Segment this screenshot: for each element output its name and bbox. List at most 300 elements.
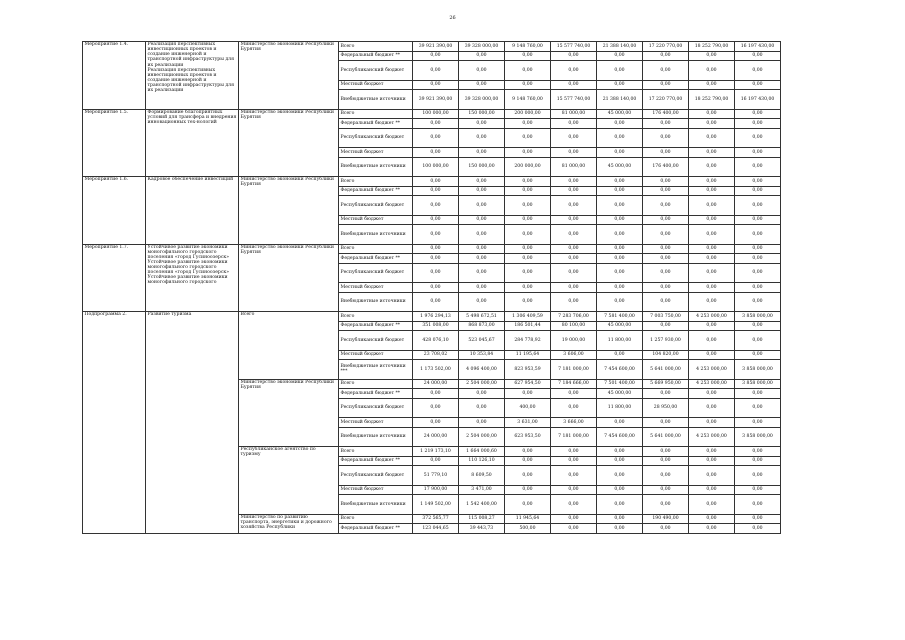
- amount-cell: 39 443,73: [459, 524, 505, 534]
- amount-cell: 110 126,10: [459, 456, 505, 466]
- amount-cell: 0,00: [689, 283, 735, 293]
- amount-cell: 0,00: [505, 495, 551, 515]
- amount-cell: 0,00: [643, 177, 689, 187]
- amount-cell: 0,00: [735, 109, 781, 119]
- amount-cell: 0,00: [689, 196, 735, 216]
- amount-cell: 0,00: [505, 177, 551, 187]
- funding-source-cell: Местный бюджет: [339, 485, 413, 495]
- amount-cell: 11 800,00: [597, 398, 643, 418]
- amount-cell: 1 976 294,13: [413, 312, 459, 322]
- funding-source-cell: Республиканский бюджет: [339, 398, 413, 418]
- amount-cell: 45 000,00: [597, 321, 643, 331]
- amount-cell: 0,00: [459, 119, 505, 129]
- amount-cell: 0,00: [413, 244, 459, 254]
- amount-cell: 0,00: [597, 215, 643, 225]
- amount-cell: 3 858 000,00: [735, 360, 781, 380]
- amount-cell: 10 353,84: [459, 350, 505, 360]
- amount-cell: 17 900,00: [413, 485, 459, 495]
- amount-cell: 28 950,00: [643, 398, 689, 418]
- amount-cell: 0,00: [459, 263, 505, 283]
- amount-cell: 0,00: [505, 485, 551, 495]
- event-cell: Мероприятие 1.6.: [83, 177, 146, 245]
- amount-cell: 0,00: [551, 215, 597, 225]
- event-name-cell: Формирование благоприятных условий для трансфера и внедрения инновационных тех-нологий: [146, 109, 239, 177]
- amount-cell: 0,00: [643, 51, 689, 61]
- amount-cell: 0,00: [643, 61, 689, 81]
- funding-source-cell: Республиканский бюджет: [339, 128, 413, 148]
- amount-cell: 0,00: [459, 177, 505, 187]
- amount-cell: 0,00: [689, 331, 735, 351]
- funding-source-cell: Федеральный бюджет **: [339, 321, 413, 331]
- amount-cell: 0,00: [459, 389, 505, 399]
- amount-cell: 104 820,00: [643, 350, 689, 360]
- amount-cell: 0,00: [505, 254, 551, 264]
- funding-source-cell: Местный бюджет: [339, 80, 413, 90]
- amount-cell: 0,00: [597, 466, 643, 486]
- amount-cell: 0,00: [689, 80, 735, 90]
- amount-cell: 1 257 930,00: [643, 331, 689, 351]
- amount-cell: 200 000,00: [505, 157, 551, 177]
- executor-cell: Министерство экономики Республики Бурятия: [239, 244, 339, 312]
- amount-cell: 0,00: [459, 244, 505, 254]
- amount-cell: 0,00: [643, 418, 689, 428]
- amount-cell: 500,00: [505, 524, 551, 534]
- amount-cell: 0,00: [689, 350, 735, 360]
- amount-cell: 17 220 770,00: [643, 42, 689, 52]
- amount-cell: 9 148 760,00: [505, 42, 551, 52]
- amount-cell: 23 708,02: [413, 350, 459, 360]
- amount-cell: 0,00: [597, 196, 643, 216]
- amount-cell: 0,00: [597, 263, 643, 283]
- amount-cell: 0,00: [413, 254, 459, 264]
- amount-cell: 2 504 000,00: [459, 379, 505, 389]
- amount-cell: 868 873,00: [459, 321, 505, 331]
- amount-cell: 0,00: [643, 186, 689, 196]
- amount-cell: 0,00: [413, 186, 459, 196]
- amount-cell: 9 148 760,00: [505, 90, 551, 110]
- amount-cell: 0,00: [735, 61, 781, 81]
- amount-cell: 7 283 706,00: [551, 312, 597, 322]
- amount-cell: 0,00: [413, 283, 459, 293]
- funding-source-cell: Внебюджетные источники: [339, 90, 413, 110]
- amount-cell: 0,00: [735, 244, 781, 254]
- funding-source-cell: Внебюджетные источники ***: [339, 360, 413, 380]
- funding-source-cell: Республиканский бюджет: [339, 331, 413, 351]
- amount-cell: 0,00: [597, 495, 643, 515]
- amount-cell: 18 252 790,00: [689, 90, 735, 110]
- amount-cell: 0,00: [597, 447, 643, 457]
- amount-cell: 0,00: [735, 456, 781, 466]
- amount-cell: 351 008,00: [413, 321, 459, 331]
- funding-source-cell: Федеральный бюджет **: [339, 524, 413, 534]
- amount-cell: 123 044,65: [413, 524, 459, 534]
- amount-cell: 0,00: [413, 119, 459, 129]
- amount-cell: 8 609,50: [459, 466, 505, 486]
- amount-cell: 0,00: [735, 263, 781, 283]
- amount-cell: 0,00: [643, 119, 689, 129]
- amount-cell: 81 000,00: [551, 109, 597, 119]
- event-name-cell: Кадровое обеспечение инвестиций: [146, 177, 239, 245]
- amount-cell: 0,00: [413, 225, 459, 245]
- amount-cell: 0,00: [459, 398, 505, 418]
- funding-source-cell: Местный бюджет: [339, 283, 413, 293]
- amount-cell: 4 253 000,00: [689, 360, 735, 380]
- amount-cell: 0,00: [459, 80, 505, 90]
- amount-cell: 7 581 400,00: [597, 312, 643, 322]
- funding-source-cell: Всего: [339, 379, 413, 389]
- amount-cell: 0,00: [459, 418, 505, 428]
- amount-cell: 0,00: [643, 215, 689, 225]
- amount-cell: 0,00: [597, 456, 643, 466]
- amount-cell: 0,00: [597, 254, 643, 264]
- amount-cell: 0,00: [597, 283, 643, 293]
- amount-cell: 200 000,00: [505, 109, 551, 119]
- funding-source-cell: Местный бюджет: [339, 418, 413, 428]
- funding-source-cell: Всего: [339, 514, 413, 524]
- amount-cell: 0,00: [643, 244, 689, 254]
- amount-cell: 0,00: [505, 148, 551, 158]
- amount-cell: 0,00: [505, 225, 551, 245]
- amount-cell: 0,00: [505, 447, 551, 457]
- amount-cell: 7 003 750,00: [643, 312, 689, 322]
- amount-cell: 39 921 390,00: [413, 90, 459, 110]
- amount-cell: 0,00: [597, 292, 643, 312]
- amount-cell: 0,00: [505, 283, 551, 293]
- funding-source-cell: Внебюджетные источники: [339, 225, 413, 245]
- amount-cell: 5 641 000,00: [643, 427, 689, 447]
- amount-cell: 0,00: [551, 148, 597, 158]
- amount-cell: 0,00: [689, 495, 735, 515]
- amount-cell: 0,00: [551, 225, 597, 245]
- funding-source-cell: Федеральный бюджет **: [339, 51, 413, 61]
- amount-cell: 0,00: [413, 196, 459, 216]
- amount-cell: 0,00: [689, 263, 735, 283]
- amount-cell: 0,00: [735, 485, 781, 495]
- amount-cell: 0,00: [689, 292, 735, 312]
- amount-cell: 0,00: [597, 51, 643, 61]
- amount-cell: 0,00: [551, 80, 597, 90]
- amount-cell: 0,00: [551, 128, 597, 148]
- funding-source-cell: Всего: [339, 177, 413, 187]
- amount-cell: 0,00: [643, 389, 689, 399]
- amount-cell: 7 501 400,00: [597, 379, 643, 389]
- amount-cell: 3 471,00: [459, 485, 505, 495]
- amount-cell: 523 045,67: [459, 331, 505, 351]
- amount-cell: 0,00: [689, 254, 735, 264]
- amount-cell: 0,00: [413, 263, 459, 283]
- amount-cell: 18 252 790,00: [689, 42, 735, 52]
- amount-cell: 0,00: [551, 398, 597, 418]
- amount-cell: 100 000,00: [413, 157, 459, 177]
- amount-cell: 0,00: [735, 398, 781, 418]
- amount-cell: 0,00: [735, 128, 781, 148]
- amount-cell: 0,00: [505, 80, 551, 90]
- amount-cell: 0,00: [689, 215, 735, 225]
- amount-cell: 1 219 173,10: [413, 447, 459, 457]
- amount-cell: 0,00: [505, 128, 551, 148]
- amount-cell: 0,00: [597, 244, 643, 254]
- amount-cell: 0,00: [413, 80, 459, 90]
- amount-cell: 0,00: [597, 485, 643, 495]
- amount-cell: 0,00: [551, 485, 597, 495]
- table-row: [83, 109, 781, 119]
- amount-cell: 0,00: [643, 254, 689, 264]
- amount-cell: 0,00: [735, 418, 781, 428]
- funding-source-cell: Республиканский бюджет: [339, 196, 413, 216]
- amount-cell: 0,00: [597, 350, 643, 360]
- amount-cell: 0,00: [413, 418, 459, 428]
- amount-cell: 0,00: [551, 466, 597, 486]
- funding-source-cell: Местный бюджет: [339, 148, 413, 158]
- amount-cell: 0,00: [735, 321, 781, 331]
- amount-cell: 4 253 000,00: [689, 312, 735, 322]
- amount-cell: 3 858 000,00: [735, 312, 781, 322]
- amount-cell: 2 504 000,00: [459, 427, 505, 447]
- amount-cell: 400,00: [505, 398, 551, 418]
- event-name-cell: Устойчивое развитие экономики моногофильного городского поселения «город Гусиноозерск» Устойчивое развитие экономики моногофильного городского поселения «город Гусиноозерск» Устойчивое развитие экономики моногофильного городского: [146, 244, 239, 312]
- amount-cell: 0,00: [643, 485, 689, 495]
- amount-cell: 7 454 600,00: [597, 360, 643, 380]
- amount-cell: 0,00: [689, 61, 735, 81]
- amount-cell: 0,00: [689, 514, 735, 524]
- amount-cell: 0,00: [505, 292, 551, 312]
- event-name-cell: Реализация перспективных инвестиционных проектов и создание инженерной и транспортной инфраструктуры для их реализации Реализация перспективных инвестиционных проектов и создание инженерной и транспортной инфраструктуры для их реализации: [146, 42, 239, 110]
- amount-cell: 0,00: [643, 196, 689, 216]
- funding-source-cell: Внебюджетные источники: [339, 292, 413, 312]
- amount-cell: 0,00: [735, 177, 781, 187]
- funding-source-cell: Внебюджетные источники: [339, 157, 413, 177]
- amount-cell: 0,00: [551, 61, 597, 81]
- event-name-cell: Развитие туризма: [146, 312, 239, 534]
- amount-cell: 372 565,77: [413, 514, 459, 524]
- amount-cell: 0,00: [689, 321, 735, 331]
- amount-cell: 3 858 000,00: [735, 379, 781, 389]
- amount-cell: 0,00: [689, 389, 735, 399]
- amount-cell: 0,00: [735, 524, 781, 534]
- amount-cell: 21 388 140,00: [597, 42, 643, 52]
- amount-cell: 0,00: [735, 514, 781, 524]
- amount-cell: 0,00: [643, 466, 689, 486]
- amount-cell: 0,00: [413, 61, 459, 81]
- amount-cell: 0,00: [551, 263, 597, 283]
- amount-cell: 0,00: [551, 495, 597, 515]
- amount-cell: 11 195,64: [505, 350, 551, 360]
- amount-cell: 45 000,00: [597, 109, 643, 119]
- executor-cell: Министерство экономики Республики Бурятия: [239, 109, 339, 177]
- executor-cell: Министерство экономики Республики Бурятия: [239, 177, 339, 245]
- amount-cell: 0,00: [551, 177, 597, 187]
- amount-cell: 0,00: [551, 186, 597, 196]
- amount-cell: 0,00: [689, 398, 735, 418]
- amount-cell: 0,00: [643, 263, 689, 283]
- amount-cell: 15 577 740,00: [551, 90, 597, 110]
- amount-cell: 0,00: [735, 389, 781, 399]
- amount-cell: 3 666,00: [551, 418, 597, 428]
- amount-cell: 0,00: [643, 128, 689, 148]
- amount-cell: 16 197 430,00: [735, 90, 781, 110]
- amount-cell: 0,00: [505, 186, 551, 196]
- funding-source-cell: Республиканский бюджет: [339, 61, 413, 81]
- executor-cell: Министерство экономики Республики Бурятия: [239, 42, 339, 110]
- amount-cell: 0,00: [643, 321, 689, 331]
- amount-cell: 0,00: [689, 177, 735, 187]
- amount-cell: 17 220 770,00: [643, 90, 689, 110]
- amount-cell: 0,00: [505, 61, 551, 81]
- amount-cell: 0,00: [597, 186, 643, 196]
- amount-cell: 0,00: [597, 524, 643, 534]
- amount-cell: 428 076,10: [413, 331, 459, 351]
- funding-source-cell: Всего: [339, 447, 413, 457]
- funding-source-cell: Федеральный бюджет **: [339, 389, 413, 399]
- event-cell: Мероприятие 1.7.: [83, 244, 146, 312]
- amount-cell: 0,00: [551, 283, 597, 293]
- amount-cell: 11 800,00: [597, 331, 643, 351]
- amount-cell: 0,00: [551, 196, 597, 216]
- amount-cell: 0,00: [551, 254, 597, 264]
- amount-cell: 0,00: [505, 466, 551, 486]
- amount-cell: 0,00: [505, 389, 551, 399]
- amount-cell: 0,00: [413, 128, 459, 148]
- amount-cell: 0,00: [689, 51, 735, 61]
- amount-cell: 3 606,00: [551, 350, 597, 360]
- event-cell: Мероприятие 1.5.: [83, 109, 146, 177]
- amount-cell: 39 328 000,00: [459, 90, 505, 110]
- amount-cell: 0,00: [459, 148, 505, 158]
- amount-cell: 0,00: [413, 456, 459, 466]
- page-number: 26: [449, 15, 456, 21]
- amount-cell: 0,00: [459, 225, 505, 245]
- amount-cell: 284 778,92: [505, 331, 551, 351]
- amount-cell: 0,00: [505, 456, 551, 466]
- event-cell: Подпрограмма 2.: [83, 312, 146, 534]
- amount-cell: 0,00: [735, 215, 781, 225]
- amount-cell: 0,00: [689, 225, 735, 245]
- amount-cell: 80 100,00: [551, 321, 597, 331]
- amount-cell: 7 181 000,00: [551, 360, 597, 380]
- amount-cell: 0,00: [735, 80, 781, 90]
- amount-cell: 0,00: [597, 61, 643, 81]
- funding-source-cell: Внебюджетные источники: [339, 495, 413, 515]
- funding-source-cell: Федеральный бюджет **: [339, 119, 413, 129]
- amount-cell: 0,00: [413, 51, 459, 61]
- funding-source-cell: Федеральный бюджет **: [339, 254, 413, 264]
- amount-cell: 0,00: [597, 225, 643, 245]
- event-cell: Мероприятие 1.4.: [83, 42, 146, 110]
- amount-cell: 190 490,00: [643, 514, 689, 524]
- funding-source-cell: Всего: [339, 109, 413, 119]
- amount-cell: 0,00: [689, 456, 735, 466]
- amount-cell: 24 000,00: [413, 379, 459, 389]
- amount-cell: 0,00: [735, 350, 781, 360]
- amount-cell: 0,00: [689, 466, 735, 486]
- amount-cell: 0,00: [551, 524, 597, 534]
- amount-cell: 150 000,00: [459, 109, 505, 119]
- amount-cell: 0,00: [735, 283, 781, 293]
- amount-cell: 0,00: [597, 119, 643, 129]
- amount-cell: 0,00: [505, 119, 551, 129]
- amount-cell: 186 501,44: [505, 321, 551, 331]
- amount-cell: 0,00: [735, 254, 781, 264]
- amount-cell: 0,00: [735, 495, 781, 515]
- amount-cell: 24 000,00: [413, 427, 459, 447]
- amount-cell: 5 669 950,00: [643, 379, 689, 389]
- amount-cell: 100 000,00: [413, 109, 459, 119]
- executor-cell: Всего: [239, 312, 339, 380]
- amount-cell: 1 542 400,00: [459, 495, 505, 515]
- table-row: [83, 244, 781, 254]
- amount-cell: 0,00: [689, 244, 735, 254]
- amount-cell: 0,00: [413, 398, 459, 418]
- amount-cell: 0,00: [459, 283, 505, 293]
- amount-cell: 0,00: [459, 292, 505, 312]
- amount-cell: 81 000,00: [551, 157, 597, 177]
- amount-cell: 1 149 502,00: [413, 495, 459, 515]
- amount-cell: 7 454 600,00: [597, 427, 643, 447]
- amount-cell: 0,00: [689, 485, 735, 495]
- amount-cell: 3 858 000,00: [735, 427, 781, 447]
- amount-cell: 5 498 672,51: [459, 312, 505, 322]
- amount-cell: 5 641 000,00: [643, 360, 689, 380]
- amount-cell: 0,00: [551, 51, 597, 61]
- amount-cell: 0,00: [735, 51, 781, 61]
- amount-cell: 0,00: [505, 196, 551, 216]
- amount-cell: 0,00: [551, 389, 597, 399]
- amount-cell: 0,00: [643, 283, 689, 293]
- amount-cell: 45 000,00: [597, 157, 643, 177]
- funding-source-cell: Республиканский бюджет: [339, 263, 413, 283]
- amount-cell: 1 664 000,60: [459, 447, 505, 457]
- table-row: [83, 177, 781, 187]
- amount-cell: 11 945,64: [505, 514, 551, 524]
- amount-cell: 0,00: [459, 186, 505, 196]
- amount-cell: 0,00: [643, 148, 689, 158]
- amount-cell: 623 953,50: [505, 427, 551, 447]
- budget-table: [82, 41, 781, 534]
- amount-cell: 0,00: [689, 128, 735, 148]
- amount-cell: 0,00: [505, 263, 551, 283]
- amount-cell: 0,00: [597, 80, 643, 90]
- amount-cell: 0,00: [551, 456, 597, 466]
- table-row: [83, 42, 781, 52]
- amount-cell: 0,00: [459, 196, 505, 216]
- amount-cell: 0,00: [597, 148, 643, 158]
- amount-cell: 39 921 390,00: [413, 42, 459, 52]
- amount-cell: 7 184 666,00: [551, 379, 597, 389]
- amount-cell: 0,00: [689, 186, 735, 196]
- funding-source-cell: Всего: [339, 312, 413, 322]
- amount-cell: 0,00: [505, 244, 551, 254]
- amount-cell: 4 096 400,00: [459, 360, 505, 380]
- funding-source-cell: Республиканский бюджет: [339, 466, 413, 486]
- amount-cell: 0,00: [551, 292, 597, 312]
- amount-cell: 0,00: [597, 514, 643, 524]
- amount-cell: 627 954,50: [505, 379, 551, 389]
- amount-cell: 0,00: [735, 331, 781, 351]
- amount-cell: 176 400,00: [643, 109, 689, 119]
- amount-cell: 0,00: [689, 109, 735, 119]
- amount-cell: 0,00: [413, 148, 459, 158]
- amount-cell: 21 388 140,00: [597, 90, 643, 110]
- amount-cell: 4 253 000,00: [689, 427, 735, 447]
- amount-cell: 0,00: [643, 80, 689, 90]
- table-row: [83, 312, 781, 322]
- amount-cell: 0,00: [643, 495, 689, 515]
- amount-cell: 19 000,00: [551, 331, 597, 351]
- amount-cell: 0,00: [735, 447, 781, 457]
- amount-cell: 0,00: [643, 225, 689, 245]
- amount-cell: 0,00: [413, 215, 459, 225]
- amount-cell: 0,00: [689, 148, 735, 158]
